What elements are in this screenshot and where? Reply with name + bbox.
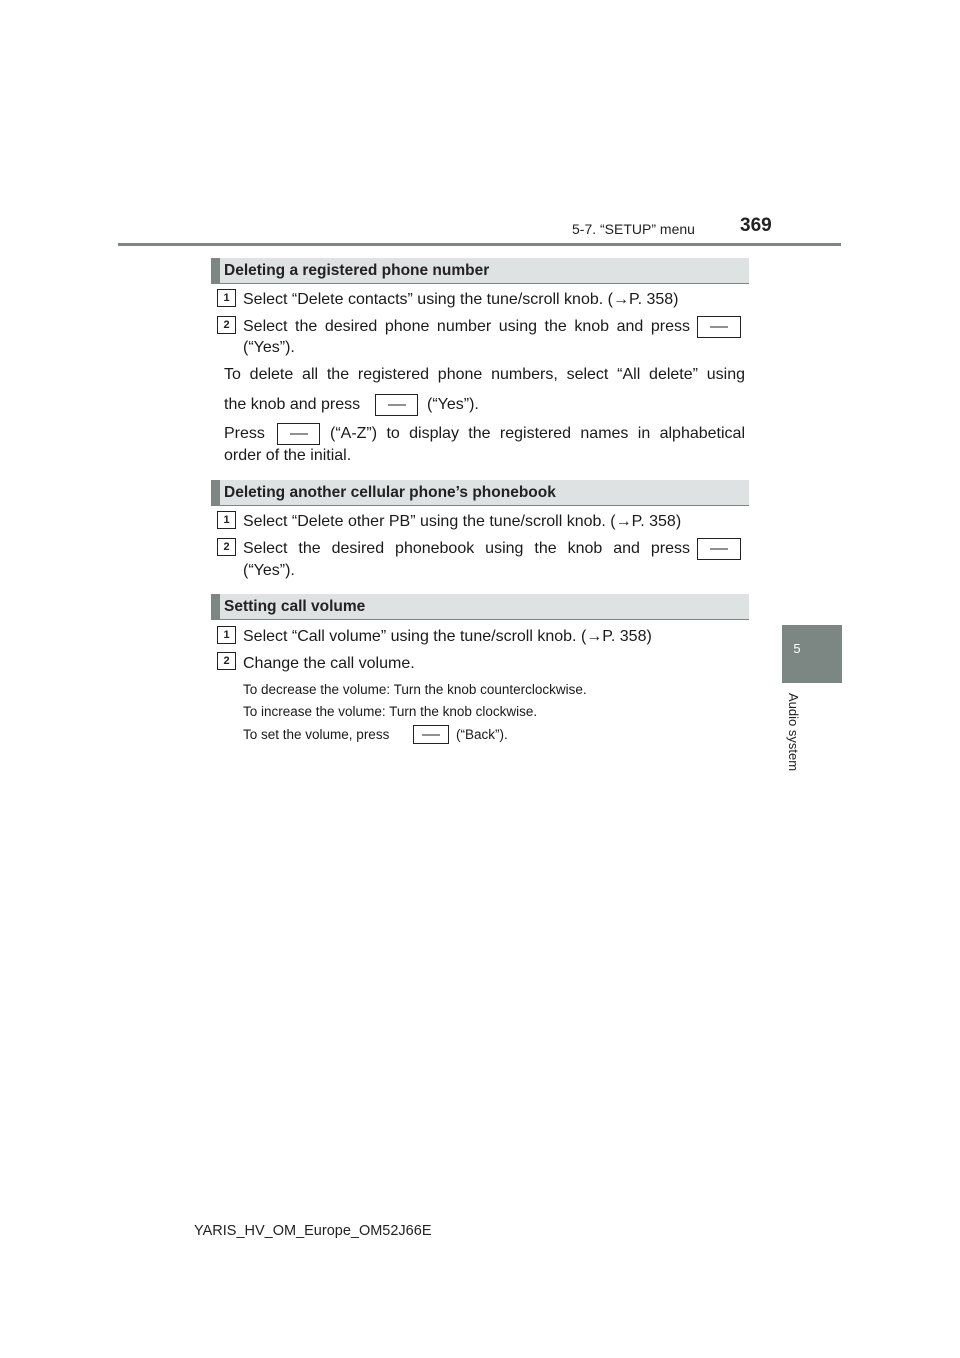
note-text: To set the volume, press — [243, 727, 390, 742]
section-heading-delete-other-phonebook — [211, 480, 749, 506]
section-title: Deleting another cellular phone’s phonebook — [224, 484, 556, 501]
chapter-label: Audio system — [786, 693, 801, 772]
step-text-continued: (“Yes”). — [243, 339, 295, 356]
step-text: Select the desired phone number using the knob and press — [243, 318, 690, 335]
note-text: To increase the volume: Turn the knob clockwise. — [243, 704, 538, 719]
document-footer-id: YARIS_HV_OM_Europe_OM52J66E — [194, 1223, 432, 1239]
note-text: order of the initial. — [224, 447, 352, 464]
step-badge: 1 — [217, 511, 236, 529]
note-text: (“Back”). — [456, 727, 508, 742]
back-button-graphic — [413, 725, 449, 744]
note-text: To delete all the registered phone numbers, select “All delete” using — [224, 366, 745, 383]
running-header-section: 5-7. “SETUP” menu — [572, 221, 695, 237]
step-text: Select “Call volume” using the tune/scroll knob. (→P. 358) — [243, 628, 652, 645]
step-badge: 2 — [217, 316, 236, 334]
step-text: Select the desired phonebook using the knob and press — [243, 540, 690, 557]
step-badge: 1 — [217, 289, 236, 307]
section-title: Deleting a registered phone number — [224, 262, 490, 279]
yes-button-graphic — [697, 316, 741, 338]
step-text-continued: (“Yes”). — [243, 562, 295, 579]
header-divider — [118, 243, 841, 246]
note-text: the knob and press — [224, 396, 361, 413]
chapter-number: 5 — [793, 641, 801, 656]
note-text: Press — [224, 425, 265, 442]
step-badge: 2 — [217, 538, 236, 556]
step-text: Change the call volume. — [243, 655, 415, 672]
step-text: Select “Delete other PB” using the tune/scroll knob. (→P. 358) — [243, 513, 682, 530]
yes-button-graphic — [375, 394, 418, 416]
yes-button-graphic — [697, 538, 741, 560]
section-heading-call-volume — [211, 594, 749, 620]
az-button-graphic — [277, 423, 320, 445]
page-number: 369 — [740, 215, 772, 236]
note-text: (“A-Z”) to display the registered names in alphabetical — [330, 425, 745, 442]
step-badge: 1 — [217, 626, 236, 644]
section-title: Setting call volume — [224, 598, 366, 615]
step-text: Select “Delete contacts” using the tune/scroll knob. (→P. 358) — [243, 291, 679, 308]
note-text: (“Yes”). — [427, 396, 479, 413]
section-heading-delete-phone-number — [211, 258, 749, 284]
note-text: To decrease the volume: Turn the knob counterclockwise. — [243, 682, 587, 697]
step-badge: 2 — [217, 652, 236, 670]
